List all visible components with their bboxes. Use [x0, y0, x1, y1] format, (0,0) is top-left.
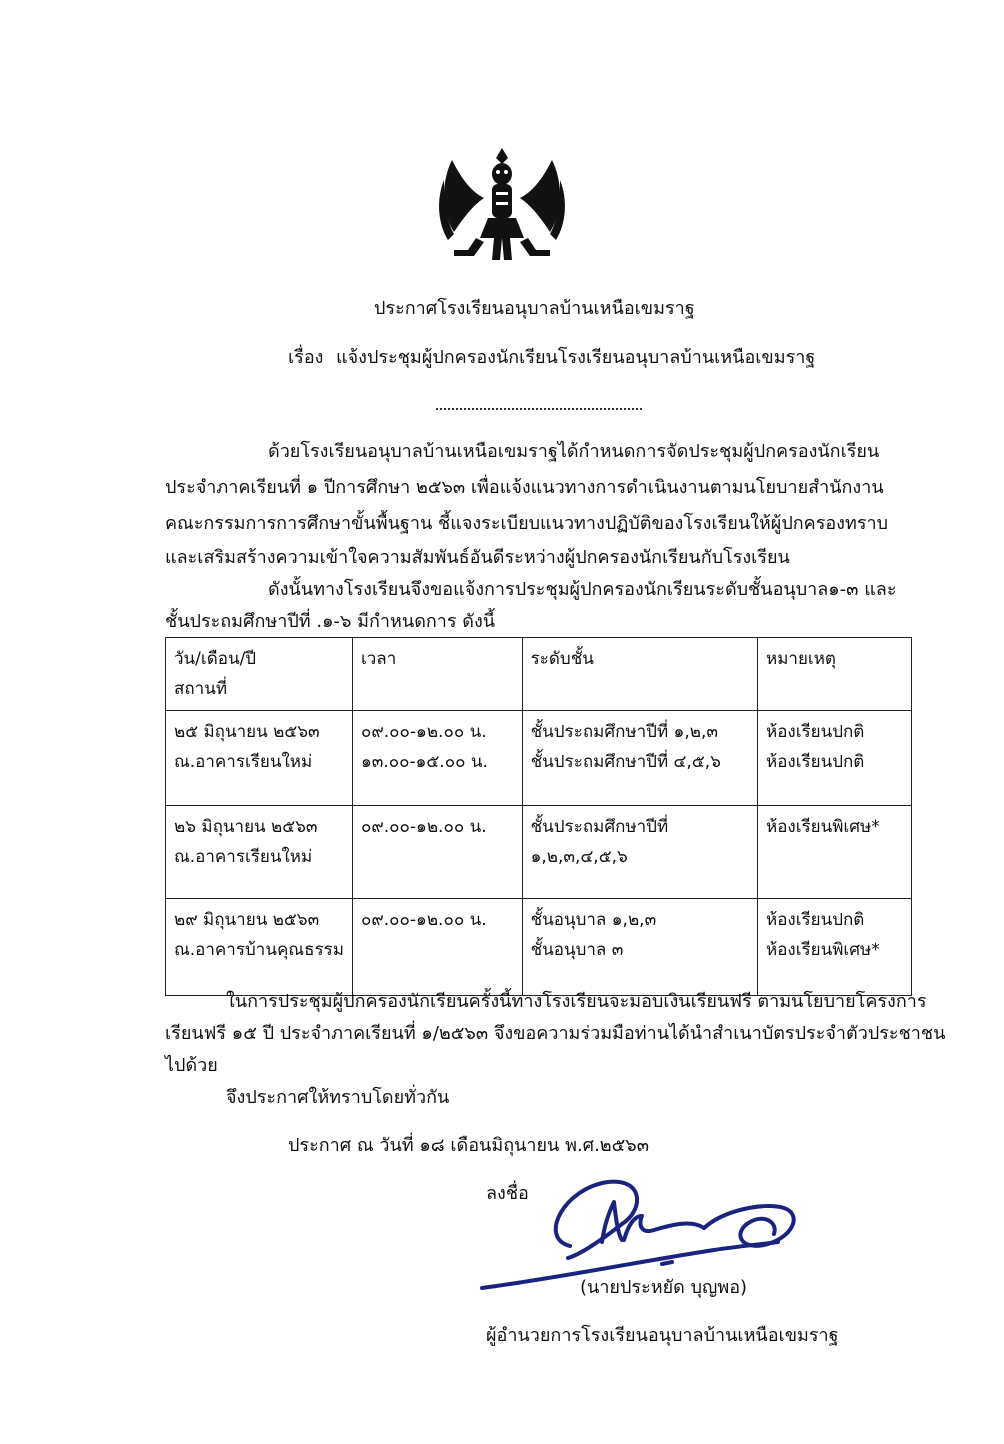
cell-text: ห้องเรียนปกติ	[765, 752, 865, 772]
cell-text: ๐๙.๐๐-๑๒.๐๐ น.	[360, 910, 487, 930]
cell-text: ชั้นอนุบาล ๑,๒,๓	[530, 910, 657, 930]
para2-line: ชั้นประถมศึกษาปีที่ .๑-๖ มีกำหนดการ ดังนี้	[165, 611, 496, 632]
cell-text: ๒๙ มิถุนายน ๒๕๖๓	[174, 910, 320, 930]
cell-level	[522, 711, 757, 806]
cell-date	[166, 899, 353, 996]
header-text: ระดับชั้น	[530, 649, 594, 669]
cell-text: ชั้นอนุบาล ๓	[530, 940, 624, 960]
header-text: เวลา	[360, 649, 397, 669]
para3-line: ไปด้วย	[165, 1055, 218, 1076]
para1-line: ด้วยโรงเรียนอนุบาลบ้านเหนือเขมราฐได้กำหนดการจัดประชุมผู้ปกครองนักเรียน	[268, 441, 880, 462]
cell-time	[352, 899, 522, 996]
cell-text: ๒๖ มิถุนายน ๒๕๖๓	[174, 817, 318, 837]
cell-note	[757, 711, 911, 806]
cell-time	[352, 806, 522, 899]
announcement-title: ประกาศโรงเรียนอนุบาลบ้านเหนือเขมราฐ	[374, 298, 695, 319]
cell-text: ๑,๒,๓,๔,๕,๖	[530, 847, 628, 867]
subject-label: เรื่อง	[288, 347, 324, 368]
closing-text: จึงประกาศให้ทราบโดยทั่วกัน	[226, 1087, 450, 1108]
header-level	[522, 638, 757, 711]
cell-text: ๑๓.๐๐-๑๕.๐๐ น.	[360, 752, 488, 772]
header-time	[352, 638, 522, 711]
cell-text: ห้องเรียนปกติ	[765, 910, 865, 930]
cell-text: ๒๕ มิถุนายน ๒๕๖๓	[174, 722, 320, 742]
cell-date	[166, 711, 353, 806]
header-text: วัน/เดือน/ปี	[174, 649, 257, 669]
para1-line: ประจำภาคเรียนที่ ๑ ปีการศึกษา ๒๕๖๓ เพื่อแจ้งแนวทางการดำเนินงานตามนโยบายสำนักงาน	[165, 477, 884, 498]
para3-line: ในการประชุมผู้ปกครองนักเรียนครั้งนี้ทางโรงเรียนจะมอบเงินเรียนฟรี ตามนโยบายโครงการ	[226, 991, 927, 1012]
garuda-emblem	[432, 140, 572, 270]
signer-position: ผู้อำนวยการโรงเรียนอนุบาลบ้านเหนือเขมราฐ	[486, 1325, 839, 1346]
header-date-place	[166, 638, 353, 711]
cell-text: ชั้นประถมศึกษาปีที่ ๑,๒,๓	[530, 722, 718, 742]
cell-text: ชั้นประถมศึกษาปีที่	[530, 817, 669, 837]
cell-text: ชั้นประถมศึกษาปีที่ ๔,๕,๖	[530, 752, 721, 772]
cell-date	[166, 806, 353, 899]
cell-text: ห้องเรียนพิเศษ*	[765, 940, 880, 960]
para2-line: ดังนั้นทางโรงเรียนจึงขอแจ้งการประชุมผู้ปกครองนักเรียนระดับชั้นอนุบาล๑-๓ และ	[268, 579, 897, 600]
header-note	[757, 638, 911, 711]
cell-text: ห้องเรียนพิเศษ*	[765, 817, 880, 837]
cell-level	[522, 899, 757, 996]
cell-text: ณ.อาคารเรียนใหม่	[174, 847, 313, 867]
schedule-table	[165, 637, 912, 996]
table-row	[166, 711, 912, 806]
para1-line: และเสริมสร้างความเข้าใจความสัมพันธ์อันดีระหว่างผู้ปกครองนักเรียนกับโรงเรียน	[165, 547, 790, 568]
sign-label: ลงชื่อ	[486, 1183, 529, 1204]
cell-text: ณ.อาคารบ้านคุณธรรม	[174, 940, 344, 960]
header-text: สถานที่	[174, 679, 228, 699]
cell-note	[757, 899, 911, 996]
header-text: หมายเหตุ	[765, 649, 836, 669]
table-header-row	[166, 638, 912, 711]
table-row	[166, 806, 912, 899]
cell-time	[352, 711, 522, 806]
cell-text: ณ.อาคารเรียนใหม่	[174, 752, 313, 772]
cell-text: ๐๙.๐๐-๑๒.๐๐ น.	[360, 722, 487, 742]
para3-line: เรียนฟรี ๑๕ ปี ประจำภาคเรียนที่ ๑/๒๕๖๓ จึงขอความร่วมมือท่านได้นำสำเนาบัตรประจำตัวประชาชน	[165, 1023, 946, 1044]
table-row	[166, 899, 912, 996]
cell-text: ๐๙.๐๐-๑๒.๐๐ น.	[360, 817, 487, 837]
para1-line: คณะกรรมการการศึกษาขั้นพื้นฐาน ชี้แจงระเบียบแนวทางปฏิบัติของโรงเรียนให้ผู้ปกครองทราบ	[165, 513, 889, 534]
announcement-date: ประกาศ ณ วันที่ ๑๘ เดือนมิถุนายน พ.ศ.๒๕๖๓	[288, 1135, 650, 1156]
separator-dots	[436, 398, 642, 410]
announcement-subject: แจ้งประชุมผู้ปกครองนักเรียนโรงเรียนอนุบาลบ้านเหนือเขมราฐ	[336, 347, 816, 368]
cell-note	[757, 806, 911, 899]
cell-level	[522, 806, 757, 899]
cell-text: ห้องเรียนปกติ	[765, 722, 865, 742]
signer-name: (นายประหยัด บุญพอ)	[580, 1277, 748, 1298]
